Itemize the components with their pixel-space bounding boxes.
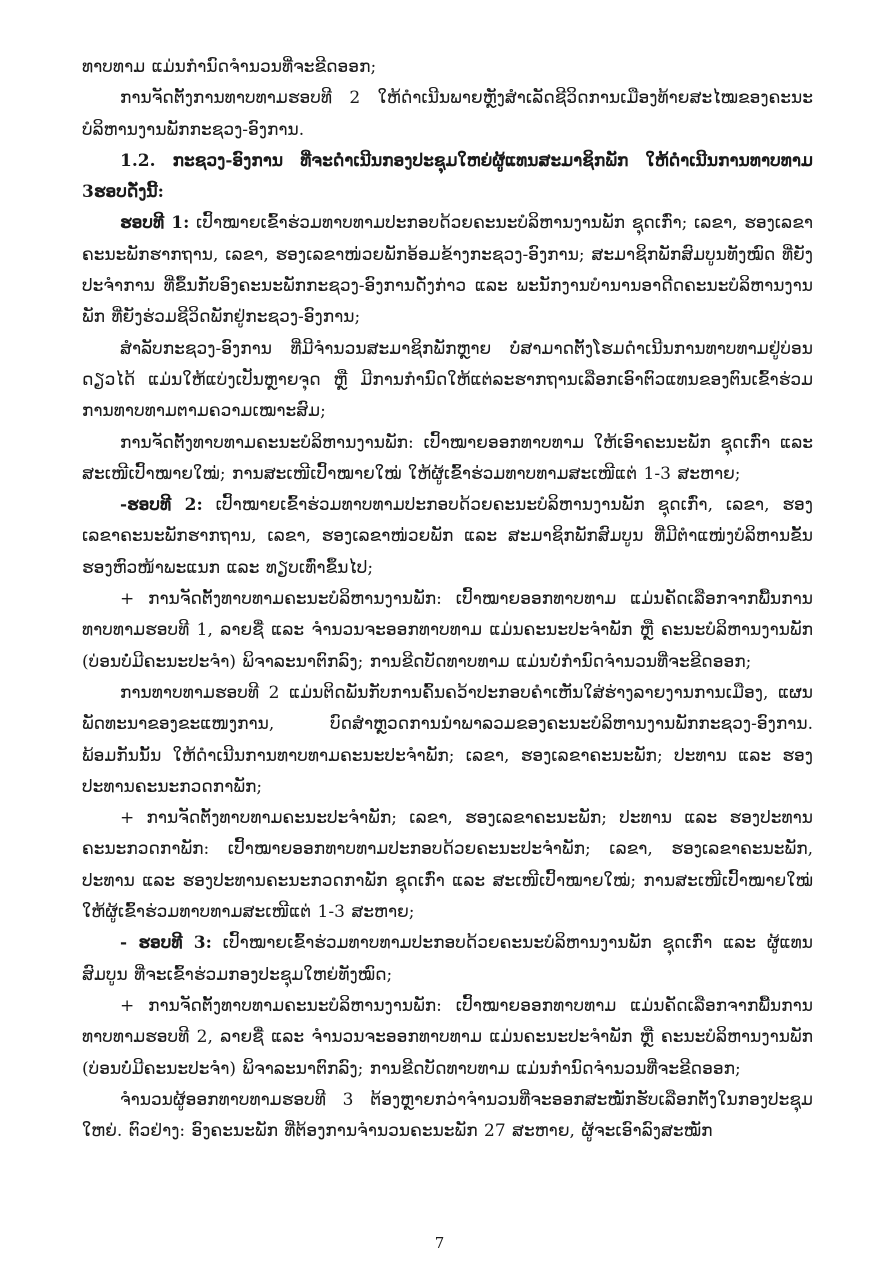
- document-body: [82, 52, 813, 1147]
- paragraph-12: [82, 991, 813, 1085]
- heading-text: 1.2. ກະຊວງ-ອົງການ ທີ່ຈະດຳເນີນກອງປະຊຸມໃຫຍ່ຜູ້ແທນສະມາຊິກພັກ ໃຫ້ດຳເນີນການທາບທາມ 3ຮອບດັ່ງນີ້:: [82, 150, 813, 203]
- round-2-label: -ຮອບທີ 2:: [120, 495, 203, 516]
- paragraph-text: ການຈັດຕັ້ງການທາບທາມຮອບທີ 2 ໃຫ້ດຳເນີນພາຍຫຼັງສຳເລັດຊີວິດການເມືອງທ້າຍສະໄໝຂອງຄະນະບໍລິຫານງານພັກກະຊວງ-ອົງການ.: [82, 88, 813, 140]
- paragraph-text: ເປົ້າໝາຍເຂົ້າຮ່ວມທາບທາມປະກອບດ້ວຍຄະນະບໍລິຫານງານພັກ ຊຸດເກົ່າ, ເລຂາ, ຮອງເລຂາຄະນະພັກຮາກຖານ, ເລຂາ, ຮອງເລຂາໜ່ວຍພັກ ແລະ ສະມາຊິກພັກສົມບູນ ທີ່ມີຕຳແໜ່ງບໍລິຫານຂັ້ນຮອງຫົວໜ້າພະແນກ ແລະ ທຽບເທົ່າຂຶ້ນໄປ;: [82, 495, 813, 578]
- paragraph-text: ການທາບທາມຮອບທີ 2 ແມ່ນຕິດພັນກັບການຄົ້ນຄວ້າປະກອບຄຳເຫັນໃສ່ຮ່າງລາຍງານການເມືອງ, ແຜນພັດທະນາຂອງຂະແໜງການ, ບົດສຳຫຼວດການນຳພາລວມຂອງຄະນະບໍລິຫານງານພັກກະຊວງ-ອົງການ. ພ້ອມກັນນັ້ນ ໃຫ້ດຳເນີນການທາບທາມຄະນະປະຈຳພັກ; ເລຂາ, ຮອງເລຂາຄະນະພັກ; ປະທານ ແລະ ຮອງປະທານຄະນະກວດກາພັກ;: [82, 682, 813, 797]
- paragraph-5: [82, 334, 813, 428]
- paragraph-8: [82, 584, 813, 678]
- paragraph-6: [82, 428, 813, 491]
- paragraph-round-1: [82, 208, 813, 333]
- paragraph-text: + ການຈັດຕັ້ງທາບທາມຄະນະບໍລິຫານງານພັກ: ເປົ້າໝາຍອອກທາບທາມ ແມ່ນຄັດເລືອກຈາກພື້ນການທາບທາມຮອບທີ 2, ລາຍຊື່ ແລະ ຈຳນວນຈະອອກທາບທາມ ແມ່ນຄະນະປະຈຳພັກ ຫຼື ຄະນະບໍລິຫານງານພັກ (ບ່ອນບໍ່ມີຄະນະປະຈຳ) ພິຈາລະນາຕົກລົງ; ການຂີດບັດທາບທາມ ແມ່ນກຳນົດຈຳນວນທີ່ຈະຂີດອອກ;: [82, 995, 813, 1079]
- paragraph-13: [82, 1085, 813, 1148]
- paragraph-round-2: [82, 490, 813, 584]
- paragraph-round-3: [82, 928, 813, 991]
- paragraph-text: ການຈັດຕັ້ງທາບທາມຄະນະບໍລິຫານງານພັກ: ເປົ້າໝາຍອອກທາບທາມ ໃຫ້ເອົາຄະນະພັກ ຊຸດເກົ່າ ແລະ ສະເໜີເປົ້າໝາຍໃໝ່; ການສະເໜີເປົ້າໝາຍໃໝ່ ໃຫ້ຜູ້ເຂົ້າຮ່ວມທາບທາມສະເໜີແຕ່ 1-3 ສະຫາຍ;: [82, 432, 813, 484]
- paragraph-2: [82, 83, 813, 146]
- paragraph-text: ເປົ້າໝາຍເຂົ້າຮ່ວມທາບທາມປະກອບດ້ວຍຄະນະບໍລິຫານງານພັກ ຊຸດເກົ່າ ແລະ ຜູ້ແທນສົມບູນ ທີ່ຈະເຂົ້າຮ່ວມກອງປະຊຸມໃຫຍ່ທັງໝົດ;: [82, 933, 813, 985]
- page-number: 7: [434, 1234, 445, 1252]
- section-heading-1-2: [82, 146, 813, 209]
- paragraph-text: ເປົ້າໝາຍເຂົ້າຮ່ວມທາບທາມປະກອບດ້ວຍຄະນະບໍລິຫານງານພັກ ຊຸດເກົ່າ; ເລຂາ, ຮອງເລຂາຄະນະພັກຮາກຖານ, ເລຂາ, ຮອງເລຂາໜ່ວຍພັກອ້ອມຂ້າງກະຊວງ-ອົງການ; ສະມາຊິກພັກສົມບູນທັງໝົດ ທີ່ຍັງປະຈຳການ ທີ່ຂຶ້ນກັບອົງຄະນະພັກກະຊວງ-ອົງການດັ່ງກ່າວ ແລະ ພະນັກງານບຳນານອາດີດຄະນະບໍລິຫານງານພັກ ທີ່ຍັງຮ່ວມຊີວິດພັກຢູ່ກະຊວງ-ອົງການ;: [82, 213, 813, 328]
- paragraph-text: ສຳລັບກະຊວງ-ອົງການ ທີ່ມີຈຳນວນສະມາຊິກພັກຫຼາຍ ບໍ່ສາມາດຕັ້ງໂຮມດຳເນີນການທາບທາມຢູ່ບ່ອນດຽວໄດ້ ແມ່ນໃຫ້ແບ່ງເປັນຫຼາຍຈຸດ ຫຼື ມີການກຳນົດໃຫ້ແຕ່ລະຮາກຖານເລືອກເອົາຕົວແທນຂອງຕົນເຂົ້າຮ່ວມການທາບທາມຕາມຄວາມເໝາະສົມ;: [82, 338, 813, 422]
- paragraph-text: + ການຈັດຕັ້ງທາບທາມຄະນະບໍລິຫານງານພັກ: ເປົ້າໝາຍອອກທາບທາມ ແມ່ນຄັດເລືອກຈາກພື້ນການທາບທາມຮອບທີ 1, ລາຍຊື່ ແລະ ຈຳນວນຈະອອກທາບທາມ ແມ່ນຄະນະປະຈຳພັກ ຫຼື ຄະນະບໍລິຫານງານພັກ (ບ່ອນບໍ່ມີຄະນະປະຈຳ) ພິຈາລະນາຕົກລົງ; ການຂີດບັດທາບທາມ ແມ່ນບໍ່ກຳນົດຈຳນວນທີ່ຈະຂີດອອກ;: [82, 589, 813, 672]
- paragraph-text: ຈຳນວນຜູ້ອອກທາບທາມຮອບທີ 3 ຕ້ອງຫຼາຍກວ່າຈຳນວນທີ່ຈະອອກສະໝັກຮັບເລືອກຕັ້ງໃນກອງປະຊຸມໃຫຍ່. ຕົວຢ່າງ: ອົງຄະນະພັກ ທີ່ຕ້ອງການຈຳນວນຄະນະພັກ 27 ສະຫາຍ, ຜູ້ຈະເອົາລົງສະໝັກ: [82, 1089, 813, 1142]
- round-3-label: - ຮອບທີ 3:: [120, 933, 212, 954]
- paragraph-text: ທາບທາມ ແມ່ນກຳນົດຈຳນວນທີ່ຈະຂີດອອກ;: [82, 57, 377, 77]
- round-1-label: ຮອບທີ 1:: [120, 213, 190, 234]
- paragraph-text: + ການຈັດຕັ້ງທາບທາມຄະນະປະຈຳພັກ; ເລຂາ, ຮອງເລຂາຄະນະພັກ; ປະທານ ແລະ ຮອງປະທານຄະນະກວດກາພັກ: ເປົ້າໝາຍອອກທາບທາມປະກອບດ້ວຍຄະນະປະຈຳພັກ; ເລຂາ, ຮອງເລຂາຄະນະພັກ, ປະທານ ແລະ ຮອງປະທານຄະນະກວດກາພັກ ຊຸດເກົ່າ ແລະ ສະເໜີເປົ້າໝາຍໃໝ່; ການສະເໜີເປົ້າໝາຍໃໝ່ ໃຫ້ຜູ້ເຂົ້າຮ່ວມທາບທາມສະເໜີແຕ່ 1-3 ສະຫາຍ;: [82, 808, 813, 923]
- paragraph-9: [82, 678, 813, 803]
- paragraph-1: [82, 52, 813, 83]
- paragraph-10: [82, 803, 813, 928]
